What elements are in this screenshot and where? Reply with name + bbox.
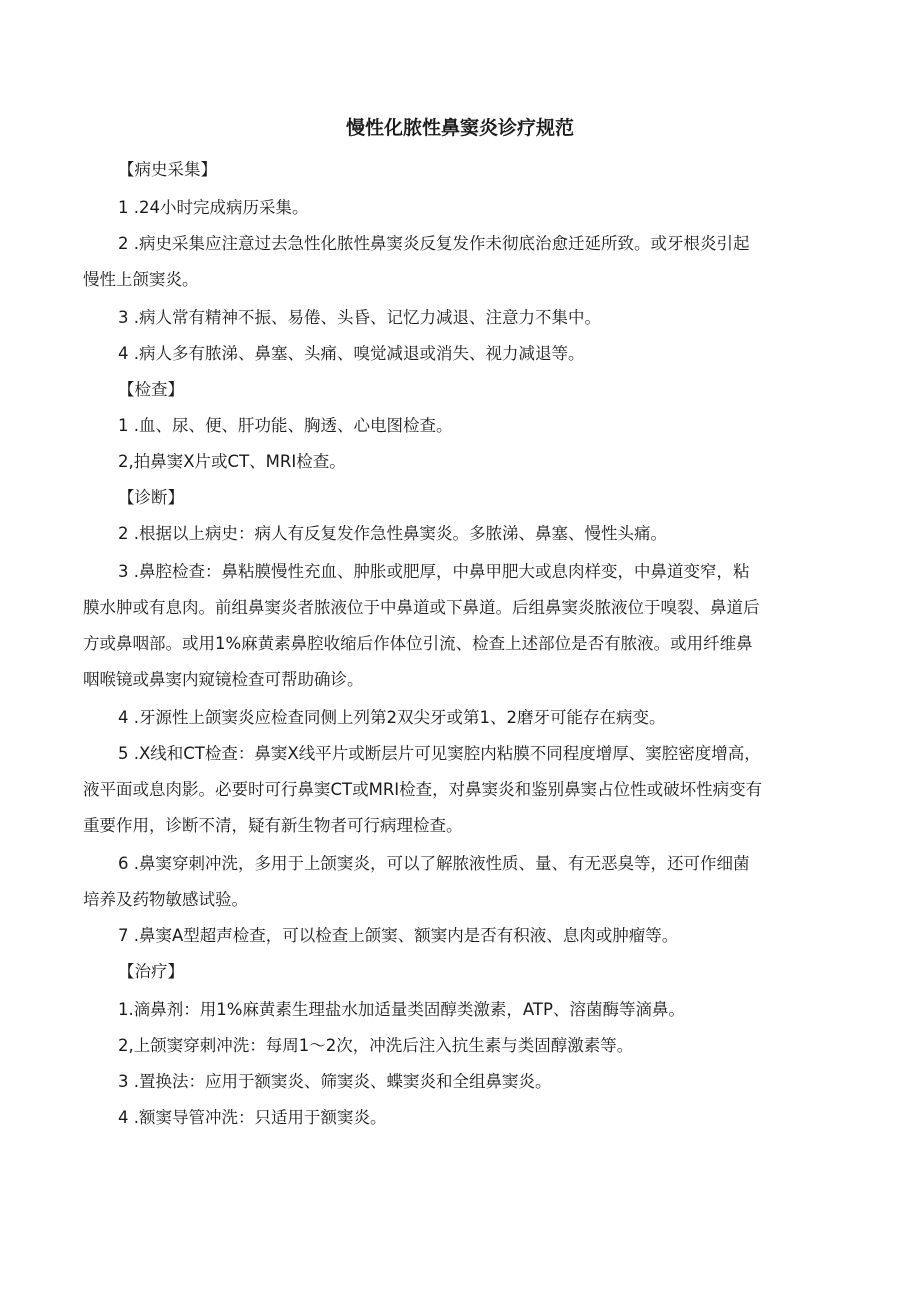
diagnosis-item-5: 5 .X线和CT检查：鼻窦X线平片或断层片可见窦腔内粘膜不同程度增厚、窦腔密度增高，	[118, 744, 761, 763]
exam-item-2: 2,拍鼻窦X片或CT、MRI检查。	[118, 452, 346, 471]
diagnosis-item-5-cont-2: 重要作用，诊断不清，疑有新生物者可行病理检查。	[83, 816, 463, 835]
section-heading-exam: 【检查】	[118, 380, 184, 399]
diagnosis-item-4: 4 .牙源性上颌窦炎应检查同侧上列第2双尖牙或第1、2磨牙可能存在病变。	[118, 708, 666, 727]
history-item-2: 2 .病史采集应注意过去急性化脓性鼻窦炎反复发作未彻底治愈迁延所致。或牙根炎引起	[118, 234, 750, 253]
diagnosis-item-3-cont-1: 膜水肿或有息肉。前组鼻窦炎者脓液位于中鼻道或下鼻道。后组鼻窦炎脓液位于嗅裂、鼻道后	[83, 598, 760, 617]
diagnosis-item-7: 7 .鼻窦A型超声检查，可以检查上颌窦、额窦内是否有积液、息肉或肿瘤等。	[118, 926, 679, 945]
diagnosis-item-3: 3 .鼻腔检查：鼻粘膜慢性充血、肿胀或肥厚，中鼻甲肥大或息肉样变，中鼻道变窄，粘	[118, 562, 750, 581]
diagnosis-item-3-cont-2: 方或鼻咽部。或用1%麻黄素鼻腔收缩后作体位引流、检查上述部位是否有脓液。或用纤维鼻	[83, 634, 753, 653]
diagnosis-item-3-cont-3: 咽喉镜或鼻窦内窥镜检查可帮助确诊。	[83, 670, 364, 689]
treatment-item-3: 3 .置换法：应用于额窦炎、筛窦炎、蝶窦炎和全组鼻窦炎。	[118, 1072, 552, 1091]
diagnosis-item-6: 6 .鼻窦穿刺冲洗，多用于上颌窦炎，可以了解脓液性质、量、有无恶臭等，还可作细菌	[118, 854, 750, 873]
diagnosis-item-2: 2 .根据以上病史：病人有反复发作急性鼻窦炎。多脓涕、鼻塞、慢性头痛。	[118, 524, 667, 543]
section-heading-history: 【病史采集】	[118, 160, 217, 179]
treatment-item-2: 2,上颌窦穿刺冲洗：每周1～2次，冲洗后注入抗生素与类固醇激素等。	[118, 1036, 634, 1055]
history-item-3: 3 .病人常有精神不振、易倦、头昏、记忆力减退、注意力不集中。	[118, 308, 601, 327]
history-item-4: 4 .病人多有脓涕、鼻塞、头痛、嗅觉减退或消失、视力减退等。	[118, 344, 585, 363]
document-title: 慢性化脓性鼻窦炎诊疗规范	[345, 117, 574, 139]
exam-item-1: 1 .血、尿、便、肝功能、胸透、心电图检查。	[118, 416, 453, 435]
treatment-item-4: 4 .额窦导管冲洗：只适用于额窦炎。	[118, 1108, 387, 1127]
section-heading-diagnosis: 【诊断】	[118, 488, 184, 507]
section-heading-treatment: 【治疗】	[118, 962, 184, 981]
history-item-1: 1 .24小时完成病历采集。	[118, 198, 309, 217]
diagnosis-item-5-cont-1: 液平面或息肉影。必要时可行鼻窦CT或MRI检查，对鼻窦炎和鉴别鼻窦占位性或破坏性病变有	[83, 780, 763, 799]
history-item-2-cont: 慢性上颌窦炎。	[83, 270, 199, 289]
treatment-item-1: 1.滴鼻剂：用1%麻黄素生理盐水加适量类固醇类激素，ATP、溶菌酶等滴鼻。	[118, 1000, 685, 1019]
diagnosis-item-6-cont: 培养及药物敏感试验。	[83, 890, 248, 909]
